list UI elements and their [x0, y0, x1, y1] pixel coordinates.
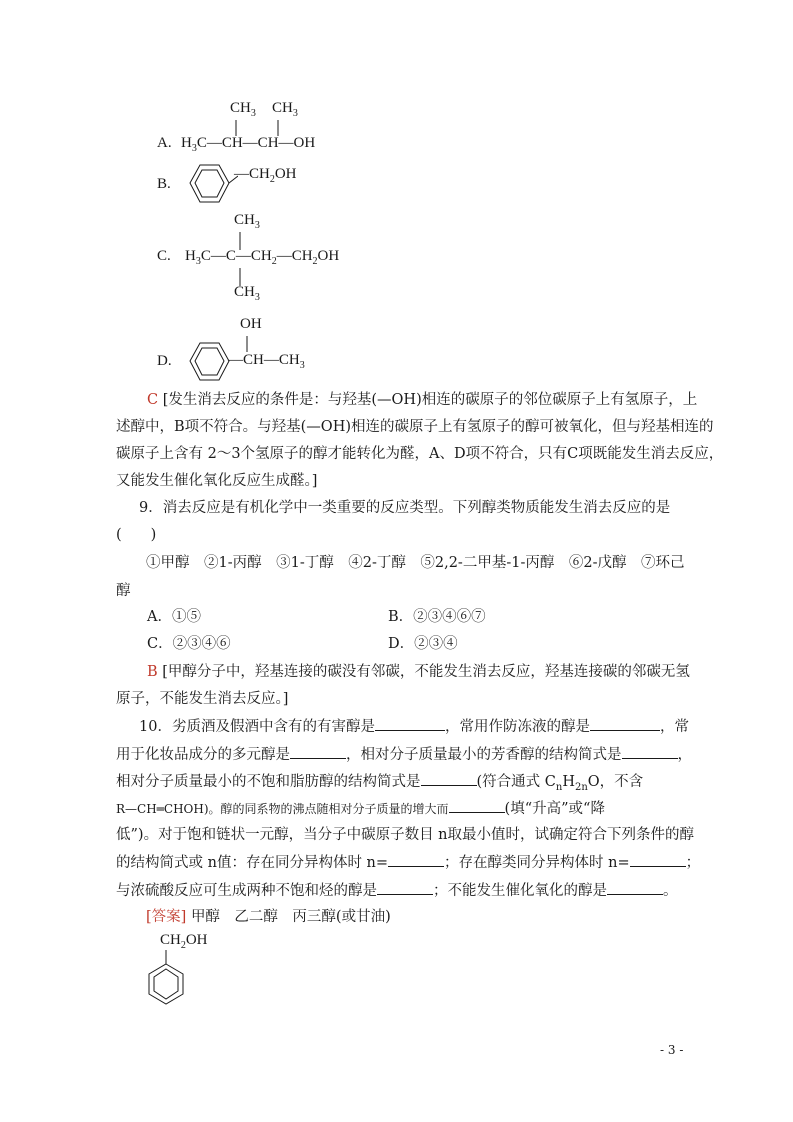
answer-blank[interactable]	[375, 716, 445, 731]
q10-answer-line: [答案] 甲醇 乙二醇 丙三醇(或甘油)	[146, 909, 391, 925]
option-d-label: D.	[157, 353, 172, 369]
q10-line-1: 10．劣质酒及假酒中含有的有害醇是 ，常用作防冻液的醇是 ，常	[139, 716, 689, 737]
option-d-vertical-bond	[243, 334, 253, 354]
q10-answer-group: $CH_2OH$	[160, 932, 208, 951]
answer-blank[interactable]	[622, 744, 678, 759]
answer-blank[interactable]	[388, 852, 444, 867]
q9-answer-line-1: B [甲醇分子中，羟基连接的碳没有邻碳，不能发生消去反应，羟基连接碳的邻碳无氢	[147, 664, 690, 680]
q8-answer-line-2: 述醇中，B项不符合。与羟基(—OH)相连的碳原子上有氢原子的醇可被氧化，但与羟基相连的	[116, 419, 714, 435]
benzene-ring-icon	[182, 162, 238, 206]
option-d-oh: OH	[240, 316, 262, 332]
answer-tag: [答案]	[146, 909, 187, 925]
q9-answer-line-2: 原子，不能发生消去反应。]	[116, 691, 289, 707]
q9-option-a: A．①⑤	[147, 609, 201, 625]
q10-line-3: 相对分子质量最小的不饱和脂肪醇的结构简式是 (符合通式 $C_nH_{2n}O$，不含	[116, 771, 643, 794]
q10-line-4: R—CH═CHOH)。醇的同系物的沸点随相对分子质量的增大而 (填“升高”或“降	[116, 798, 605, 819]
q9-stem: 9．消去反应是有机化学中一类重要的反应类型。下列醇类物质能发生消去反应的是	[139, 500, 671, 516]
q10-line-5: 低”)。对于饱和链状一元醇，当分子中碳原子数目 n取最小值时，试确定符合下列条件的醇	[116, 827, 695, 843]
q8-answer-line-1: C [发生消去反应的条件是：与羟基(—OH)相连的碳原子的邻位碳原子上有氢原子，上	[147, 392, 698, 408]
q9-option-c: C．②③④⑥	[147, 636, 231, 652]
q8-answer-letter: C	[147, 392, 159, 408]
option-d-chain: $—CH—CH_3$	[228, 352, 305, 371]
answer-blank[interactable]	[449, 798, 505, 813]
q9-option-d: D．②③④	[388, 636, 458, 652]
q9-items-cont: 醇	[116, 583, 131, 599]
option-c-formula: $H_3C—C—CH_2—CH_2OH$	[185, 248, 340, 267]
answer-blank[interactable]	[290, 744, 346, 759]
q10-line-2: 用于化妆品成分的多元醇是 ，相对分子质量最小的芳香醇的结构简式是 ，	[116, 744, 692, 765]
q9-option-b: B．②③④⑥⑦	[388, 609, 486, 625]
q8-answer-line-3: 碳原子上含有 2～3个氢原子的醇才能转化为醛，A、D项不符合，只有C项既能发生消去反应，	[116, 446, 724, 462]
option-a-top-ch3-1: $CH_3$	[230, 100, 256, 119]
option-c-top-ch3: $CH_3$	[234, 212, 260, 231]
option-c-bottom-ch3: $CH_3$	[234, 284, 260, 303]
option-b-group: $—CH_2OH$	[234, 166, 297, 185]
page-number: - 3 -	[660, 1043, 684, 1057]
option-a-top-ch3-2: $CH_3$	[272, 100, 298, 119]
option-a-formula: $H_3C—CH—CH—OH$	[181, 135, 316, 154]
benzene-ring-icon	[144, 950, 194, 1008]
q10-line-6: 的结构简式或 n值：存在同分异构体时 n= ；存在醇类同分异构体时 n= ；	[116, 852, 700, 873]
q8-answer-line-4: 又能发生催化氧化反应生成醛。]	[116, 473, 318, 489]
answer-blank[interactable]	[377, 880, 433, 895]
answer-blank[interactable]	[607, 880, 663, 895]
option-b-label: B.	[157, 176, 171, 192]
option-c-label: C.	[157, 248, 171, 264]
answer-blank[interactable]	[630, 852, 686, 867]
benzene-ring-icon	[182, 340, 232, 384]
q9-items: ①甲醇 ②1-丙醇 ③1-丁醇 ④2-丁醇 ⑤2,2-二甲基-1-丙醇 ⑥2-戊醇 ⑦环己	[146, 555, 685, 571]
option-a-label: A.	[157, 135, 172, 151]
q9-answer-letter: B	[147, 664, 158, 680]
answer-blank[interactable]	[421, 771, 477, 786]
q9-paren: ( )	[116, 527, 157, 543]
q10-line-7: 与浓硫酸反应可生成两种不饱和烃的醇是 ；不能发生催化氧化的醇是 。	[116, 880, 678, 901]
answer-blank[interactable]	[590, 716, 660, 731]
